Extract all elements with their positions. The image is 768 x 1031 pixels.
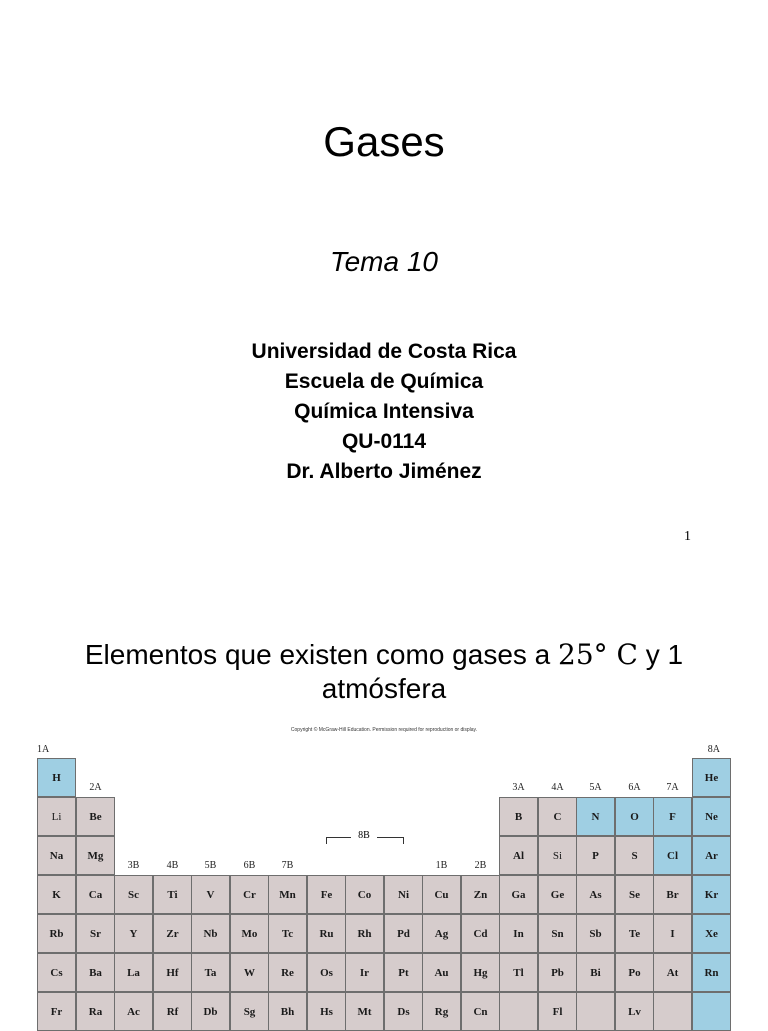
element-cell-f: F (653, 797, 692, 836)
element-cell-sr: Sr (76, 914, 115, 953)
group-label-6a: 6A (628, 782, 641, 793)
course-info (0, 337, 768, 487)
element-cell-n: N (576, 797, 615, 836)
group-label-8b: 8B (351, 830, 377, 841)
element-cell-blank-118 (692, 992, 731, 1031)
element-cell-po: Po (615, 953, 654, 992)
element-cell-k: K (37, 875, 76, 914)
slide-subtitle: Tema 10 (330, 246, 438, 277)
group-label-4b: 4B (166, 860, 179, 871)
element-cell-fe: Fe (307, 875, 346, 914)
element-cell-cn: Cn (461, 992, 500, 1031)
element-cell-b: B (499, 797, 538, 836)
element-cell-mn: Mn (268, 875, 307, 914)
group-label-7a: 7A (666, 782, 679, 793)
element-cell-pd: Pd (384, 914, 423, 953)
element-cell-ra: Ra (76, 992, 115, 1031)
heading-text-start: Elementos que existen como gases a (84, 639, 559, 670)
element-cell-al: Al (499, 836, 538, 875)
element-cell-tl: Tl (499, 953, 538, 992)
instructor-name: Dr. Alberto Jiménez (286, 460, 482, 483)
element-cell-s: S (615, 836, 654, 875)
element-cell-ca: Ca (76, 875, 115, 914)
element-cell-zr: Zr (153, 914, 192, 953)
element-cell-y: Y (114, 914, 153, 953)
school-name: Escuela de Química (284, 370, 484, 393)
group-label-6b: 6B (243, 860, 256, 871)
element-cell-he: He (692, 758, 731, 797)
group-label-3b: 3B (127, 860, 140, 871)
element-cell-blank-113 (499, 992, 538, 1031)
element-cell-pb: Pb (538, 953, 577, 992)
element-cell-h: H (37, 758, 76, 797)
element-cell-rf: Rf (153, 992, 192, 1031)
element-cell-ba: Ba (76, 953, 115, 992)
element-cell-o: O (615, 797, 654, 836)
element-cell-mt: Mt (345, 992, 384, 1031)
element-cell-co: Co (345, 875, 384, 914)
element-cell-hf: Hf (153, 953, 192, 992)
element-cell-mo: Mo (230, 914, 269, 953)
slide-heading (0, 638, 768, 706)
element-cell-rn: Rn (692, 953, 731, 992)
element-cell-w: W (230, 953, 269, 992)
element-cell-pt: Pt (384, 953, 423, 992)
element-cell-rg: Rg (422, 992, 461, 1031)
slide-title: Gases (323, 118, 445, 165)
element-cell-p: P (576, 836, 615, 875)
copyright-notice: Copyright © McGraw-Hill Education. Permission required for reproduction or display. (290, 727, 478, 733)
element-cell-c: C (538, 797, 577, 836)
element-cell-ge: Ge (538, 875, 577, 914)
element-cell-cd: Cd (461, 914, 500, 953)
element-cell-blank-115 (576, 992, 615, 1031)
heading-line-2: atmósfera (321, 673, 447, 704)
element-cell-db: Db (191, 992, 230, 1031)
element-cell-cl: Cl (653, 836, 692, 875)
element-cell-se: Se (615, 875, 654, 914)
group-label-8a: 8A (707, 744, 720, 755)
element-cell-na: Na (37, 836, 76, 875)
element-cell-cu: Cu (422, 875, 461, 914)
group-label-5b: 5B (204, 860, 217, 871)
heading-text-end: y 1 (637, 639, 684, 670)
element-cell-lv: Lv (615, 992, 654, 1031)
element-cell-fr: Fr (37, 992, 76, 1031)
element-cell-in: In (499, 914, 538, 953)
element-cell-li: Li (37, 797, 76, 836)
element-cell-ac: Ac (114, 992, 153, 1031)
group-label-1b: 1B (435, 860, 448, 871)
element-cell-kr: Kr (692, 875, 731, 914)
element-cell-i: I (653, 914, 692, 953)
page-number: 1 (684, 529, 691, 544)
element-cell-ne: Ne (692, 797, 731, 836)
element-cell-te: Te (615, 914, 654, 953)
element-cell-ir: Ir (345, 953, 384, 992)
element-cell-la: La (114, 953, 153, 992)
element-cell-ta: Ta (191, 953, 230, 992)
course-name: Química Intensiva (294, 400, 474, 423)
group-label-1a: 1A (37, 744, 50, 755)
element-cell-v: V (191, 875, 230, 914)
element-cell-tc: Tc (268, 914, 307, 953)
element-cell-ar: Ar (692, 836, 731, 875)
element-cell-cr: Cr (230, 875, 269, 914)
element-cell-ag: Ag (422, 914, 461, 953)
element-cell-at: At (653, 953, 692, 992)
course-code: QU-0114 (341, 430, 427, 453)
periodic-table (0, 720, 768, 1024)
element-cell-mg: Mg (76, 836, 115, 875)
element-cell-fl: Fl (538, 992, 577, 1031)
element-cell-au: Au (422, 953, 461, 992)
element-cell-ga: Ga (499, 875, 538, 914)
element-cell-hs: Hs (307, 992, 346, 1031)
temperature-expression: 25° C (558, 638, 638, 671)
element-cell-sc: Sc (114, 875, 153, 914)
element-cell-xe: Xe (692, 914, 731, 953)
element-cell-bh: Bh (268, 992, 307, 1031)
element-cell-sg: Sg (230, 992, 269, 1031)
element-cell-sn: Sn (538, 914, 577, 953)
element-cell-rh: Rh (345, 914, 384, 953)
element-cell-rb: Rb (37, 914, 76, 953)
group-label-3a: 3A (512, 782, 525, 793)
element-cell-bi: Bi (576, 953, 615, 992)
element-cell-ru: Ru (307, 914, 346, 953)
element-cell-be: Be (76, 797, 115, 836)
element-cell-br: Br (653, 875, 692, 914)
gases-slide (0, 590, 768, 1024)
element-cell-cs: Cs (37, 953, 76, 992)
element-cell-si: Si (538, 836, 577, 875)
element-cell-sb: Sb (576, 914, 615, 953)
group-label-5a: 5A (589, 782, 602, 793)
group-label-7b: 7B (281, 860, 294, 871)
element-cell-blank-117 (653, 992, 692, 1031)
element-cell-ti: Ti (153, 875, 192, 914)
element-cell-os: Os (307, 953, 346, 992)
element-cell-nb: Nb (191, 914, 230, 953)
element-cell-ni: Ni (384, 875, 423, 914)
element-cell-re: Re (268, 953, 307, 992)
group-label-2a: 2A (89, 782, 102, 793)
group-label-4a: 4A (551, 782, 564, 793)
university-name: Universidad de Costa Rica (251, 340, 517, 363)
element-cell-hg: Hg (461, 953, 500, 992)
element-cell-ds: Ds (384, 992, 423, 1031)
element-cell-zn: Zn (461, 875, 500, 914)
group-label-2b: 2B (474, 860, 487, 871)
element-cell-as: As (576, 875, 615, 914)
